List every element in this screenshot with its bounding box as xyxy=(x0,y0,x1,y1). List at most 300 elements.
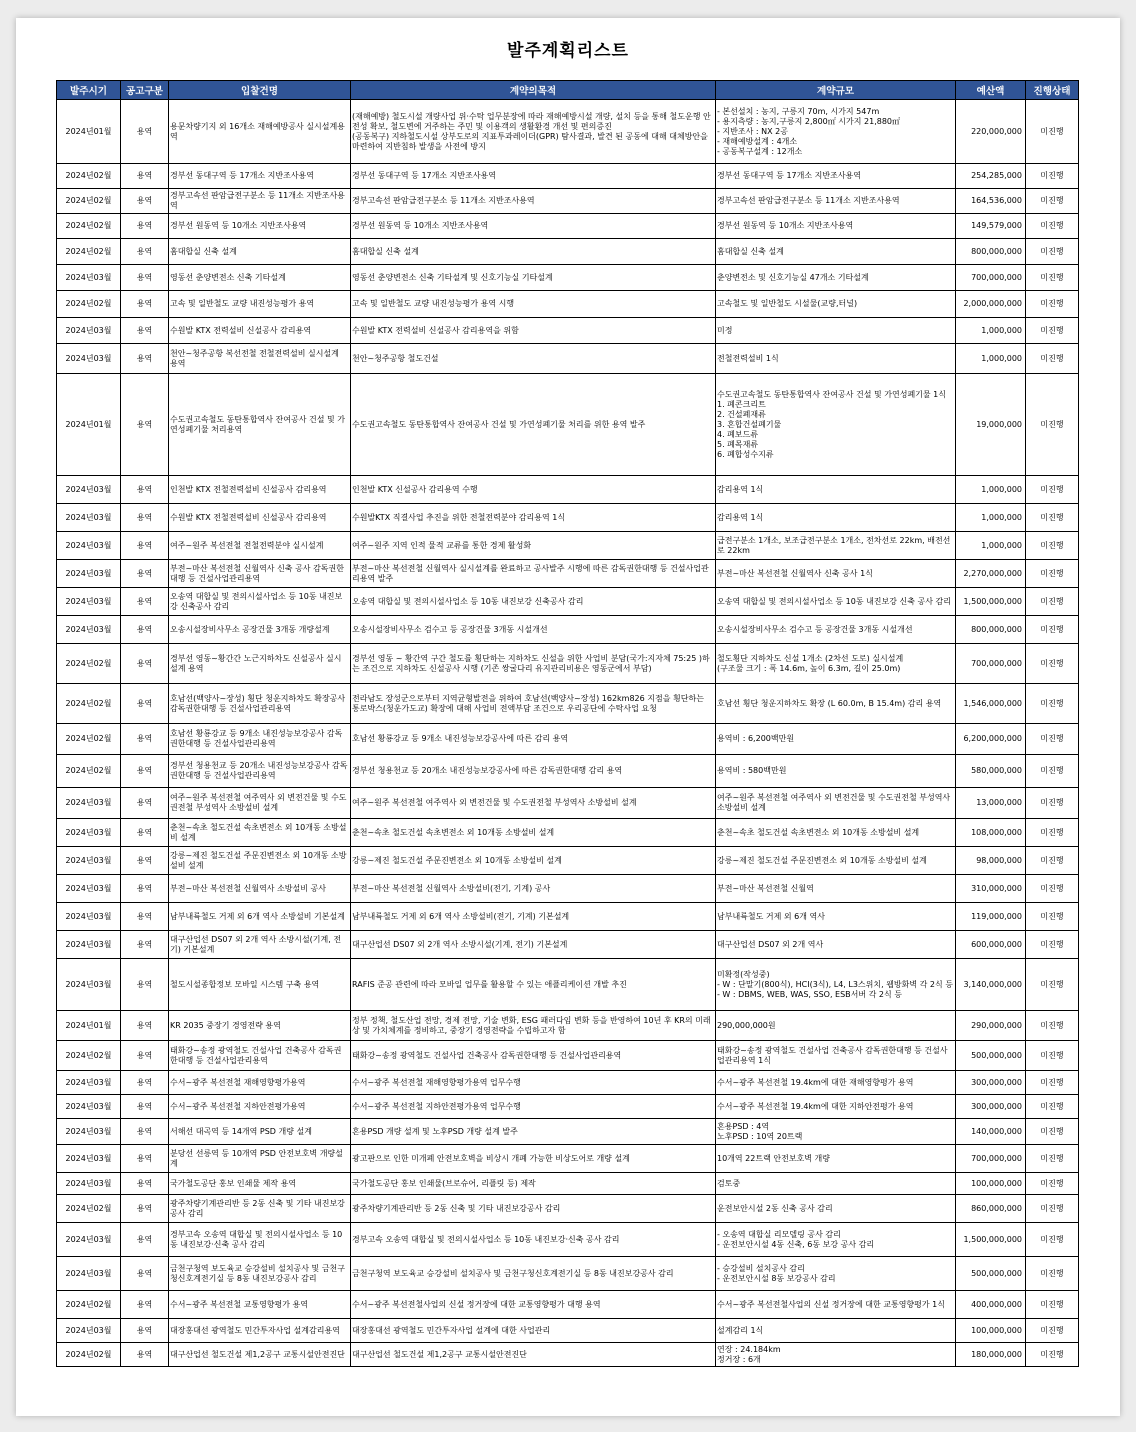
cell-notice-type: 용역 xyxy=(121,532,169,560)
cell-budget: 860,000,000 xyxy=(956,1195,1026,1223)
procurement-table xyxy=(56,80,1079,1367)
cell-notice-type: 용역 xyxy=(121,684,169,724)
cell-contract-scale: 연장 : 24.184km 정거장 : 6개 xyxy=(716,1343,956,1367)
cell-order-date: 2024년03월 xyxy=(57,931,121,959)
table-row xyxy=(57,1011,1079,1041)
cell-order-date: 2024년02월 xyxy=(57,214,121,239)
cell-budget: 164,536,000 xyxy=(956,189,1026,214)
cell-order-date: 2024년03월 xyxy=(57,1319,121,1343)
cell-notice-type: 용역 xyxy=(121,560,169,588)
cell-budget: 500,000,000 xyxy=(956,1257,1026,1291)
table-row xyxy=(57,1173,1079,1195)
cell-notice-type: 용역 xyxy=(121,1071,169,1095)
cell-status: 미진행 xyxy=(1026,1041,1079,1071)
cell-bid-name: 인천발 KTX 전철전력설비 신설공사 감리용역 xyxy=(169,476,351,504)
cell-notice-type: 용역 xyxy=(121,644,169,684)
cell-order-date: 2024년03월 xyxy=(57,1173,121,1195)
cell-contract-scale: 춘천~속초 철도건설 속초변전소 외 10개동 소방설비 설계 xyxy=(716,819,956,847)
cell-budget: 13,000,000 xyxy=(956,788,1026,819)
cell-contract-scale: 전철전력설비 1식 xyxy=(716,344,956,374)
cell-notice-type: 용역 xyxy=(121,1095,169,1119)
cell-bid-name: 여주~원주 복선전철 전철전력분야 실시설계 xyxy=(169,532,351,560)
cell-order-date: 2024년01월 xyxy=(57,374,121,476)
cell-bid-name: 부전~마산 복선전철 신월역사 소방설비 공사 xyxy=(169,875,351,903)
cell-order-date: 2024년01월 xyxy=(57,100,121,164)
cell-bid-name: 호남선 황룡강교 등 9개소 내진성능보강공사 감독권한대행 등 건설사업관리용역 xyxy=(169,724,351,755)
cell-contract-scale: 호남선 횡단 청운지하차도 확장 (L 60.0m, B 15.4m) 감리 용역 xyxy=(716,684,956,724)
cell-notice-type: 용역 xyxy=(121,1257,169,1291)
cell-contract-purpose: 남부내륙철도 거제 외 6개 역사 소방설비(전기, 기계) 기본설계 xyxy=(351,903,716,931)
table-row xyxy=(57,847,1079,875)
cell-bid-name: 경부선 원동역 등 10개소 지반조사용역 xyxy=(169,214,351,239)
cell-notice-type: 용역 xyxy=(121,1173,169,1195)
header-contract-purpose: 계약의목적 xyxy=(351,81,716,100)
cell-bid-name: 춘천~속초 철도건설 속초변전소 외 10개동 소방설비 설계 xyxy=(169,819,351,847)
cell-budget: 100,000,000 xyxy=(956,1319,1026,1343)
cell-status: 미진행 xyxy=(1026,239,1079,265)
cell-contract-purpose: 경부선 청용천교 등 20개소 내진성능보강공사에 따른 감독권한대행 감리 용역 xyxy=(351,755,716,788)
cell-contract-purpose: RAFIS 준공 관련에 따라 모바일 업무를 활용할 수 있는 애플리케이션 개발 추진 xyxy=(351,959,716,1011)
cell-budget: 310,000,000 xyxy=(956,875,1026,903)
cell-status: 미진행 xyxy=(1026,560,1079,588)
cell-order-date: 2024년03월 xyxy=(57,616,121,644)
cell-budget: 700,000,000 xyxy=(956,644,1026,684)
cell-order-date: 2024년03월 xyxy=(57,318,121,344)
cell-status: 미진행 xyxy=(1026,1319,1079,1343)
cell-status: 미진행 xyxy=(1026,1343,1079,1367)
cell-status: 미진행 xyxy=(1026,644,1079,684)
cell-contract-scale: 철도횡단 지하차도 신설 1개소 (2차선 도로) 실시설계 (구조물 크기 : 폭 14.6m, 높이 6.3m, 길이 25.0m) xyxy=(716,644,956,684)
cell-status: 미진행 xyxy=(1026,959,1079,1011)
cell-contract-scale: 미확정(작성중) - W : 단말기(800식), HCI(3식), L4, L3스위치, 웹방화벽 각 2식 등 - W : DBMS, WEB, WAS, SSO, ESB서버 각 2식 등 xyxy=(716,959,956,1011)
cell-contract-scale: 대구산업선 DS07 외 2개 역사 xyxy=(716,931,956,959)
cell-order-date: 2024년03월 xyxy=(57,476,121,504)
table-row xyxy=(57,1257,1079,1291)
table-row xyxy=(57,1071,1079,1095)
cell-bid-name: 오송역 대합실 및 전의시설사업소 등 10동 내진보강 신축공사 감리 xyxy=(169,588,351,616)
cell-contract-scale: 수서~광주 복선전철 19.4km에 대한 재해영향평가 용역 xyxy=(716,1071,956,1095)
cell-contract-scale: 여주~원주 복선전철 여주역사 외 변전건물 및 수도권전철 부성역사 소방설비 설계 xyxy=(716,788,956,819)
cell-bid-name: 경부선 동대구역 등 17개소 지반조사용역 xyxy=(169,164,351,189)
table-row xyxy=(57,164,1079,189)
cell-contract-scale: 고속철도 및 일반철도 시설물(교량,터널) xyxy=(716,291,956,318)
cell-bid-name: 광주차량기계관리반 등 2동 신축 및 기타 내진보강공사 감리 xyxy=(169,1195,351,1223)
cell-notice-type: 용역 xyxy=(121,504,169,532)
cell-status: 미진행 xyxy=(1026,684,1079,724)
cell-notice-type: 용역 xyxy=(121,1011,169,1041)
cell-contract-purpose: 오송시설장비사무소 검수고 등 공장건물 3개동 시설개선 xyxy=(351,616,716,644)
cell-budget: 300,000,000 xyxy=(956,1071,1026,1095)
cell-contract-purpose: 오송역 대합실 및 전의시설사업소 등 10동 내진보강 신축공사 감리 xyxy=(351,588,716,616)
cell-budget: 300,000,000 xyxy=(956,1095,1026,1119)
cell-budget: 400,000,000 xyxy=(956,1291,1026,1319)
cell-contract-scale: 용역비 : 580백만원 xyxy=(716,755,956,788)
cell-bid-name: 강릉~제진 철도건설 주문진변전소 외 10개동 소방설비 설계 xyxy=(169,847,351,875)
cell-contract-scale: 오송시설장비사무소 검수고 등 공장건물 3개동 시설개선 xyxy=(716,616,956,644)
cell-budget: 19,000,000 xyxy=(956,374,1026,476)
cell-budget: 2,270,000,000 xyxy=(956,560,1026,588)
table-row xyxy=(57,1223,1079,1257)
cell-bid-name: 서해선 대곡역 등 14개역 PSD 개량 설계 xyxy=(169,1119,351,1145)
cell-contract-scale: 검토중 xyxy=(716,1173,956,1195)
cell-notice-type: 용역 xyxy=(121,724,169,755)
table-row xyxy=(57,588,1079,616)
cell-status: 미진행 xyxy=(1026,724,1079,755)
cell-budget: 140,000,000 xyxy=(956,1119,1026,1145)
cell-status: 미진행 xyxy=(1026,1145,1079,1173)
cell-status: 미진행 xyxy=(1026,1257,1079,1291)
cell-contract-purpose: 경부고속 오송역 대합실 및 전의시설사업소 등 10동 내진보강·신축 공사 감리 xyxy=(351,1223,716,1257)
table-row xyxy=(57,100,1079,164)
cell-contract-purpose: 여주~원주 복선전철 여주역사 외 변전건물 및 수도권전철 부성역사 소방설비 설계 xyxy=(351,788,716,819)
cell-notice-type: 용역 xyxy=(121,959,169,1011)
cell-status: 미진행 xyxy=(1026,164,1079,189)
table-row xyxy=(57,959,1079,1011)
cell-contract-purpose: 수원발 KTX 전력설비 신설공사 감리용역을 위함 xyxy=(351,318,716,344)
cell-status: 미진행 xyxy=(1026,1119,1079,1145)
table-row xyxy=(57,875,1079,903)
cell-bid-name: 수서~광주 복선전철 교통영향평가 용역 xyxy=(169,1291,351,1319)
cell-order-date: 2024년03월 xyxy=(57,588,121,616)
cell-budget: 1,000,000 xyxy=(956,476,1026,504)
cell-contract-purpose: 고속 및 일반철도 교량 내진성능평가 용역 시행 xyxy=(351,291,716,318)
cell-budget: 108,000,000 xyxy=(956,819,1026,847)
cell-bid-name: 고속 및 일반철도 교량 내진성능평가 용역 xyxy=(169,291,351,318)
cell-contract-purpose: 수도권고속철도 동탄통합역사 잔여공사 건설 및 가연성폐기물 처리를 위한 용역 발주 xyxy=(351,374,716,476)
cell-budget: 100,000,000 xyxy=(956,1173,1026,1195)
cell-order-date: 2024년03월 xyxy=(57,1071,121,1095)
cell-budget: 180,000,000 xyxy=(956,1343,1026,1367)
cell-contract-purpose: 광고판으로 인한 미개폐 안전보호벽을 비상시 개폐 가능한 비상도어로 개량 설계 xyxy=(351,1145,716,1173)
cell-budget: 1,000,000 xyxy=(956,318,1026,344)
cell-budget: 149,579,000 xyxy=(956,214,1026,239)
cell-contract-purpose: 광주차량기계관리반 등 2동 신축 및 기타 내진보강공사 감리 xyxy=(351,1195,716,1223)
cell-budget: 580,000,000 xyxy=(956,755,1026,788)
cell-notice-type: 용역 xyxy=(121,1041,169,1071)
cell-contract-scale: 경부선 동대구역 등 17개소 지반조사용역 xyxy=(716,164,956,189)
cell-notice-type: 용역 xyxy=(121,847,169,875)
table-row xyxy=(57,1343,1079,1367)
cell-budget: 1,546,000,000 xyxy=(956,684,1026,724)
table-row xyxy=(57,819,1079,847)
cell-bid-name: 수원발 KTX 전력설비 신설공사 감리용역 xyxy=(169,318,351,344)
cell-order-date: 2024년01월 xyxy=(57,1011,121,1041)
cell-contract-scale: 운전보안시설 2동 신축 공사 감리 xyxy=(716,1195,956,1223)
cell-contract-purpose: 대구산업선 DS07 외 2개 역사 소방시설(기계, 전기) 기본설계 xyxy=(351,931,716,959)
cell-contract-scale: 춘양변전소 및 신호기능실 47개소 기타설계 xyxy=(716,265,956,291)
cell-notice-type: 용역 xyxy=(121,1343,169,1367)
table-header-row xyxy=(57,81,1079,100)
cell-budget: 3,140,000,000 xyxy=(956,959,1026,1011)
cell-notice-type: 용역 xyxy=(121,1223,169,1257)
cell-status: 미진행 xyxy=(1026,504,1079,532)
cell-notice-type: 용역 xyxy=(121,214,169,239)
cell-contract-scale: 용역비 : 6,200백만원 xyxy=(716,724,956,755)
cell-contract-scale: 오송역 대합실 및 전의시설사업소 등 10동 내진보강 신축 공사 감리 xyxy=(716,588,956,616)
cell-bid-name: 경부선 영동~황간간 노근지하차도 신설공사 실시설계 용역 xyxy=(169,644,351,684)
cell-contract-purpose: 경부선 동대구역 등 17개소 지반조사용역 xyxy=(351,164,716,189)
cell-notice-type: 용역 xyxy=(121,903,169,931)
cell-status: 미진행 xyxy=(1026,189,1079,214)
cell-bid-name: 대장홍대선 광역철도 민간투자사업 설계감리용역 xyxy=(169,1319,351,1343)
table-row xyxy=(57,291,1079,318)
cell-order-date: 2024년03월 xyxy=(57,959,121,1011)
cell-contract-purpose: 수서~광주 복선전철사업의 신설 정거장에 대한 교통영향평가 대행 용역 xyxy=(351,1291,716,1319)
cell-contract-scale: 남부내륙철도 거제 외 6개 역사 xyxy=(716,903,956,931)
cell-bid-name: 경부선 청용천교 등 20개소 내진성능보강공사 감독권한대행 등 건설사업관리용역 xyxy=(169,755,351,788)
cell-budget: 800,000,000 xyxy=(956,239,1026,265)
cell-status: 미진행 xyxy=(1026,1173,1079,1195)
cell-contract-scale: 부전~마산 복선전철 신월역사 신축 공사 1식 xyxy=(716,560,956,588)
table-row xyxy=(57,755,1079,788)
table-row xyxy=(57,1041,1079,1071)
cell-contract-scale: 미정 xyxy=(716,318,956,344)
cell-bid-name: 호남선(백양사~장성) 횡단 청운지하차도 확장공사 감독권한대행 등 건설사업관리용역 xyxy=(169,684,351,724)
cell-notice-type: 용역 xyxy=(121,819,169,847)
cell-notice-type: 용역 xyxy=(121,344,169,374)
cell-status: 미진행 xyxy=(1026,374,1079,476)
cell-contract-purpose: 정부 정책, 철도산업 전망, 경제 전망, 기술 변화, ESG 패러다임 변화 등을 반영하여 10년 후 KR의 미래상 및 가치체계를 정비하고, 중장기 경영전략을 수립하고자 함 xyxy=(351,1011,716,1041)
cell-status: 미진행 xyxy=(1026,588,1079,616)
table-row xyxy=(57,476,1079,504)
header-status: 진행상태 xyxy=(1026,81,1079,100)
cell-order-date: 2024년03월 xyxy=(57,265,121,291)
cell-contract-purpose: 강릉~제진 철도건설 주문진변전소 외 10개동 소방설비 설계 xyxy=(351,847,716,875)
cell-order-date: 2024년02월 xyxy=(57,239,121,265)
cell-status: 미진행 xyxy=(1026,903,1079,931)
cell-status: 미진행 xyxy=(1026,875,1079,903)
cell-notice-type: 용역 xyxy=(121,616,169,644)
cell-contract-purpose: 수원발KTX 직결사업 추진을 위한 전철전력분야 감리용역 1식 xyxy=(351,504,716,532)
cell-contract-purpose: 영동선 춘양변전소 신축 기타설계 및 신호기능실 기타설계 xyxy=(351,265,716,291)
cell-budget: 1,500,000,000 xyxy=(956,1223,1026,1257)
table-row xyxy=(57,1119,1079,1145)
cell-status: 미진행 xyxy=(1026,931,1079,959)
cell-status: 미진행 xyxy=(1026,616,1079,644)
cell-contract-scale: 감리용역 1식 xyxy=(716,476,956,504)
cell-contract-scale: 290,000,000원 xyxy=(716,1011,956,1041)
table-row xyxy=(57,318,1079,344)
cell-contract-purpose: 경부선 영동 ~ 황간역 구간 철도를 횡단하는 지하차도 신설을 위한 사업비 분담(국가:지자체 75:25 )하는 조건으로 지하차도 신설공사 시행 (기존 쌍굴다리 유지관리비용은 영동군에서 부담) xyxy=(351,644,716,684)
cell-status: 미진행 xyxy=(1026,1223,1079,1257)
cell-status: 미진행 xyxy=(1026,819,1079,847)
cell-budget: 800,000,000 xyxy=(956,616,1026,644)
table-row xyxy=(57,1095,1079,1119)
cell-contract-purpose: 혼용PSD 개량 설계 및 노후PSD 개량 설계 발주 xyxy=(351,1119,716,1145)
cell-contract-purpose: (재해예방) 철도시설 개량사업 위·수탁 업무분장에 따라 재해예방시설 개량, 설치 등을 통해 철도운행 안전성 확보, 철도변에 거주하는 주민 및 이용객의 생활환경 개선 및 편의증진 (공동복구) 지하철도시설 상부도로의 지표투과레이더(GPR) 탐사결과, 발견 된 공동에 대해 대체방안을 마련하여 지반침하 발생을 사전에 방지 xyxy=(351,100,716,164)
cell-status: 미진행 xyxy=(1026,1291,1079,1319)
cell-notice-type: 용역 xyxy=(121,189,169,214)
table-row xyxy=(57,504,1079,532)
cell-order-date: 2024년02월 xyxy=(57,189,121,214)
table-row xyxy=(57,239,1079,265)
cell-bid-name: 천안~청주공항 복선전철 전철전력설비 실시설계 용역 xyxy=(169,344,351,374)
cell-bid-name: KR 2035 중장기 경영전략 용역 xyxy=(169,1011,351,1041)
cell-bid-name: 영동선 춘양변전소 신축 기타설계 xyxy=(169,265,351,291)
cell-contract-scale: 경부선 원동역 등 10개소 지반조사용역 xyxy=(716,214,956,239)
cell-contract-scale: - 오송역 대합실 리모델링 공사 감리 - 운전보안시설 4동 신축, 6동 보강 공사 감리 xyxy=(716,1223,956,1257)
cell-order-date: 2024년02월 xyxy=(57,291,121,318)
cell-budget: 220,000,000 xyxy=(956,100,1026,164)
cell-status: 미진행 xyxy=(1026,318,1079,344)
cell-bid-name: 수서~광주 복선전철 재해영향평가용역 xyxy=(169,1071,351,1095)
cell-contract-scale: 10개역 22트랙 안전보호벽 개량 xyxy=(716,1145,956,1173)
cell-contract-purpose: 춘천~속초 철도건설 속초변전소 외 10개동 소방설비 설계 xyxy=(351,819,716,847)
cell-order-date: 2024년02월 xyxy=(57,1041,121,1071)
cell-status: 미진행 xyxy=(1026,532,1079,560)
cell-status: 미진행 xyxy=(1026,1011,1079,1041)
cell-budget: 290,000,000 xyxy=(956,1011,1026,1041)
cell-contract-scale: 감리용역 1식 xyxy=(716,504,956,532)
cell-notice-type: 용역 xyxy=(121,318,169,344)
cell-bid-name: 오송시설장비사무소 공장건물 3개동 개량설계 xyxy=(169,616,351,644)
cell-notice-type: 용역 xyxy=(121,755,169,788)
table-row xyxy=(57,214,1079,239)
cell-contract-scale: 수도권고속철도 동탄통합역사 잔여공사 건설 및 가연성폐기물 1식 1. 폐콘크리트 2. 건설폐재류 3. 혼합건설폐기물 4. 폐보드류 5. 폐목재류 6. 폐합성수지류 xyxy=(716,374,956,476)
cell-bid-name: 국가철도공단 홍보 인쇄물 제작 용역 xyxy=(169,1173,351,1195)
cell-budget: 1,000,000 xyxy=(956,504,1026,532)
cell-notice-type: 용역 xyxy=(121,164,169,189)
table-row xyxy=(57,532,1079,560)
cell-bid-name: 용문차량기지 외 16개소 재해예방공사 실시설계용역 xyxy=(169,100,351,164)
cell-contract-purpose: 여주~원주 지역 인적 물적 교류를 통한 경제 활성화 xyxy=(351,532,716,560)
table-row xyxy=(57,684,1079,724)
cell-order-date: 2024년02월 xyxy=(57,164,121,189)
cell-budget: 119,000,000 xyxy=(956,903,1026,931)
cell-contract-scale: 강릉~제진 철도건설 주문진변전소 외 10개동 소방설비 설계 xyxy=(716,847,956,875)
cell-status: 미진행 xyxy=(1026,1195,1079,1223)
cell-order-date: 2024년03월 xyxy=(57,1119,121,1145)
table-row xyxy=(57,788,1079,819)
table-row xyxy=(57,644,1079,684)
cell-notice-type: 용역 xyxy=(121,1319,169,1343)
cell-notice-type: 용역 xyxy=(121,239,169,265)
cell-notice-type: 용역 xyxy=(121,1195,169,1223)
cell-order-date: 2024년03월 xyxy=(57,504,121,532)
cell-status: 미진행 xyxy=(1026,788,1079,819)
cell-order-date: 2024년02월 xyxy=(57,724,121,755)
cell-contract-scale: 급전구분소 1개소, 보조급전구분소 1개소, 전차선로 22km, 배전선로 22km xyxy=(716,532,956,560)
cell-notice-type: 용역 xyxy=(121,374,169,476)
cell-contract-scale: 홈대합실 신축 설계 xyxy=(716,239,956,265)
cell-notice-type: 용역 xyxy=(121,875,169,903)
table-row xyxy=(57,374,1079,476)
cell-order-date: 2024년03월 xyxy=(57,1223,121,1257)
table-row xyxy=(57,1319,1079,1343)
cell-contract-purpose: 경부고속선 판암급전구분소 등 11개소 지반조사용역 xyxy=(351,189,716,214)
table-row xyxy=(57,189,1079,214)
cell-notice-type: 용역 xyxy=(121,788,169,819)
cell-notice-type: 용역 xyxy=(121,100,169,164)
cell-order-date: 2024년03월 xyxy=(57,560,121,588)
cell-order-date: 2024년03월 xyxy=(57,819,121,847)
cell-contract-purpose: 수서~광주 복선전철 지하안전평가용역 업무수행 xyxy=(351,1095,716,1119)
table-row xyxy=(57,724,1079,755)
cell-notice-type: 용역 xyxy=(121,1119,169,1145)
table-row xyxy=(57,1291,1079,1319)
cell-notice-type: 용역 xyxy=(121,1145,169,1173)
cell-notice-type: 용역 xyxy=(121,265,169,291)
cell-budget: 98,000,000 xyxy=(956,847,1026,875)
cell-budget: 6,200,000,000 xyxy=(956,724,1026,755)
table-row xyxy=(57,903,1079,931)
cell-contract-scale: 설계감리 1식 xyxy=(716,1319,956,1343)
cell-contract-purpose: 태화강~송정 광역철도 건설사업 건축공사 감독권한대행 등 건설사업관리용역 xyxy=(351,1041,716,1071)
cell-status: 미진행 xyxy=(1026,214,1079,239)
cell-budget: 1,500,000,000 xyxy=(956,588,1026,616)
table-row xyxy=(57,560,1079,588)
cell-contract-scale: 태화강~송정 광역철도 건설사업 건축공사 감독권한대행 등 건설사업관리용역 1식 xyxy=(716,1041,956,1071)
cell-status: 미진행 xyxy=(1026,1095,1079,1119)
cell-status: 미진행 xyxy=(1026,100,1079,164)
cell-contract-purpose: 수서~광주 복선전철 재해영향평가용역 업무수행 xyxy=(351,1071,716,1095)
cell-contract-scale: 수서~광주 복선전철사업의 신설 정거장에 대한 교통영향평가 1식 xyxy=(716,1291,956,1319)
cell-status: 미진행 xyxy=(1026,755,1079,788)
table-row xyxy=(57,931,1079,959)
table-row xyxy=(57,616,1079,644)
cell-status: 미진행 xyxy=(1026,1071,1079,1095)
cell-bid-name: 수도권고속철도 동탄통합역사 잔여공사 건설 및 가연성폐기물 처리용역 xyxy=(169,374,351,476)
cell-budget: 700,000,000 xyxy=(956,265,1026,291)
cell-order-date: 2024년03월 xyxy=(57,344,121,374)
header-budget: 예산액 xyxy=(956,81,1026,100)
cell-contract-scale: 부전~마산 복선전철 신월역 xyxy=(716,875,956,903)
cell-contract-purpose: 호남선 황룡강교 등 9개소 내진성능보강공사에 따른 감리 용역 xyxy=(351,724,716,755)
cell-contract-purpose: 홈대합실 신축 설계 xyxy=(351,239,716,265)
cell-order-date: 2024년02월 xyxy=(57,1195,121,1223)
cell-budget: 2,000,000,000 xyxy=(956,291,1026,318)
cell-status: 미진행 xyxy=(1026,265,1079,291)
cell-contract-scale: 수서~광주 복선전철 19.4km에 대한 지하안전평가 용역 xyxy=(716,1095,956,1119)
cell-order-date: 2024년03월 xyxy=(57,788,121,819)
cell-order-date: 2024년03월 xyxy=(57,903,121,931)
cell-contract-purpose: 인천발 KTX 신설공사 감리용역 수행 xyxy=(351,476,716,504)
cell-contract-purpose: 경부선 원동역 등 10개소 지반조사용역 xyxy=(351,214,716,239)
cell-bid-name: 경부고속선 판암급전구분소 등 11개소 지반조사용역 xyxy=(169,189,351,214)
cell-budget: 254,285,000 xyxy=(956,164,1026,189)
cell-order-date: 2024년02월 xyxy=(57,1343,121,1367)
header-notice-type: 공고구분 xyxy=(121,81,169,100)
cell-order-date: 2024년03월 xyxy=(57,875,121,903)
cell-order-date: 2024년02월 xyxy=(57,644,121,684)
cell-order-date: 2024년02월 xyxy=(57,1291,121,1319)
cell-notice-type: 용역 xyxy=(121,588,169,616)
cell-order-date: 2024년03월 xyxy=(57,1257,121,1291)
cell-notice-type: 용역 xyxy=(121,476,169,504)
cell-order-date: 2024년02월 xyxy=(57,684,121,724)
cell-budget: 1,000,000 xyxy=(956,344,1026,374)
cell-bid-name: 대구산업선 DS07 외 2개 역사 소방시설(기계, 전기) 기본설계 xyxy=(169,931,351,959)
cell-status: 미진행 xyxy=(1026,344,1079,374)
cell-contract-scale: 경부고속선 판암급전구분소 등 11개소 지반조사용역 xyxy=(716,189,956,214)
cell-contract-purpose: 국가철도공단 홍보 인쇄물(브로슈어, 리플릿 등) 제작 xyxy=(351,1173,716,1195)
cell-notice-type: 용역 xyxy=(121,1291,169,1319)
cell-bid-name: 수원발 KTX 전철전력설비 신설공사 감리용역 xyxy=(169,504,351,532)
cell-budget: 500,000,000 xyxy=(956,1041,1026,1071)
cell-bid-name: 철도시설종합정보 모바일 시스템 구축 용역 xyxy=(169,959,351,1011)
cell-contract-purpose: 전라남도 장성군으로부터 지역균형발전을 위하여 호남선(백양사~장성) 162km826 지점을 횡단하는 통로박스(청운가도교) 확장에 대해 사업비 전액부담 조건으로 우리공단에 수탁사업 요청 xyxy=(351,684,716,724)
cell-bid-name: 수서~광주 복선전철 지하안전평가용역 xyxy=(169,1095,351,1119)
cell-status: 미진행 xyxy=(1026,291,1079,318)
cell-order-date: 2024년03월 xyxy=(57,847,121,875)
cell-budget: 600,000,000 xyxy=(956,931,1026,959)
cell-order-date: 2024년03월 xyxy=(57,532,121,560)
cell-bid-name: 경부고속 오송역 대합실 및 전의시설사업소 등 10동 내진보강·신축 공사 감리 xyxy=(169,1223,351,1257)
cell-bid-name: 여주~원주 복선전철 여주역사 외 변전건물 및 수도권전철 부성역사 소방설비 설계 xyxy=(169,788,351,819)
table-row xyxy=(57,1145,1079,1173)
cell-contract-purpose: 부전~마산 복선전철 신월역사 소방설비(전기, 기계) 공사 xyxy=(351,875,716,903)
cell-status: 미진행 xyxy=(1026,476,1079,504)
